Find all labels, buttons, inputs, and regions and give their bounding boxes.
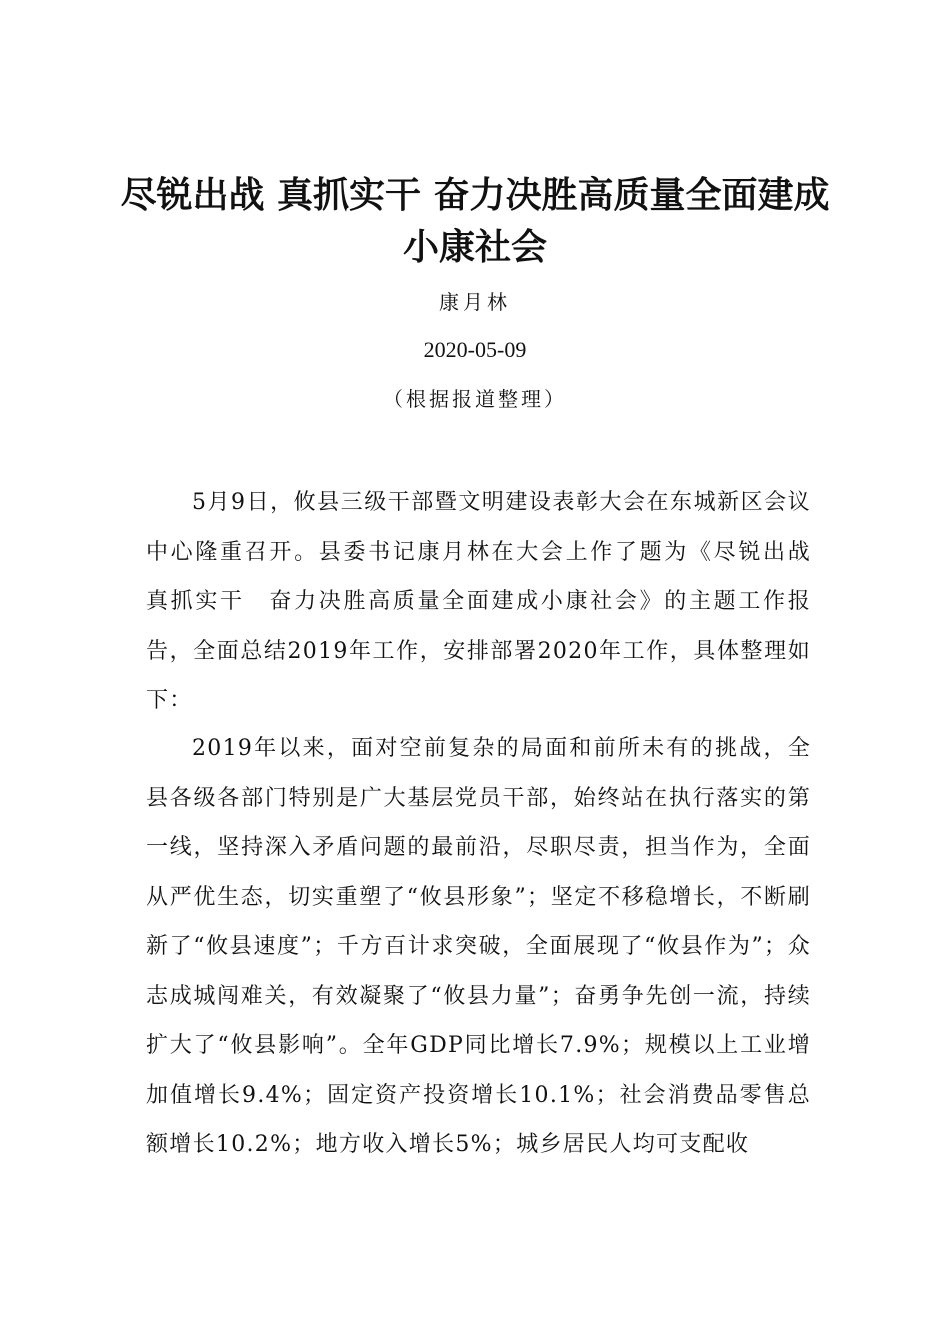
paragraph: 2019年以来，面对空前复杂的局面和前所未有的挑战，全县各级各部门特别是广大基层党员干部，始终站在执行落实的第一线，坚持深入矛盾问题的最前沿，尽职尽责，担当作为，全面从严优生态，切实重塑了“攸县形象”；坚定不移稳增长，不断刷新了“攸县速度”；千方百计求突破，全面展现了“攸县作为”；众志成城闯难关，有效凝聚了“攸县力量”；奋勇争先创一流，持续扩大了“攸县影响”。全年GDP同比增长7.9%；规模以上工业增加值增长9.4%；固定资产投资增长10.1%；社会消费品零售总额增长10.2%；地方收入增长5%；城乡居民人均可支配收 [146,736,811,1157]
author: 康月林 [439,290,511,314]
page-title: 尽锐出战 真抓实干 奋力决胜高质量全面建成小康社会 [120,175,830,268]
source-note: （根据报道整理） [383,387,567,411]
paragraph: 5月9日，攸县三级干部暨文明建设表彰大会在东城新区会议中心隆重召开。县委书记康月林在大会上作了题为《尽锐出战 真抓实干 奋力决胜高质量全面建成小康社会》的主题工作报告，全面总结2019年工作，安排部署2020年工作，具体整理如下： [146,490,835,713]
publish-date: 2020-05-09 [423,337,527,362]
